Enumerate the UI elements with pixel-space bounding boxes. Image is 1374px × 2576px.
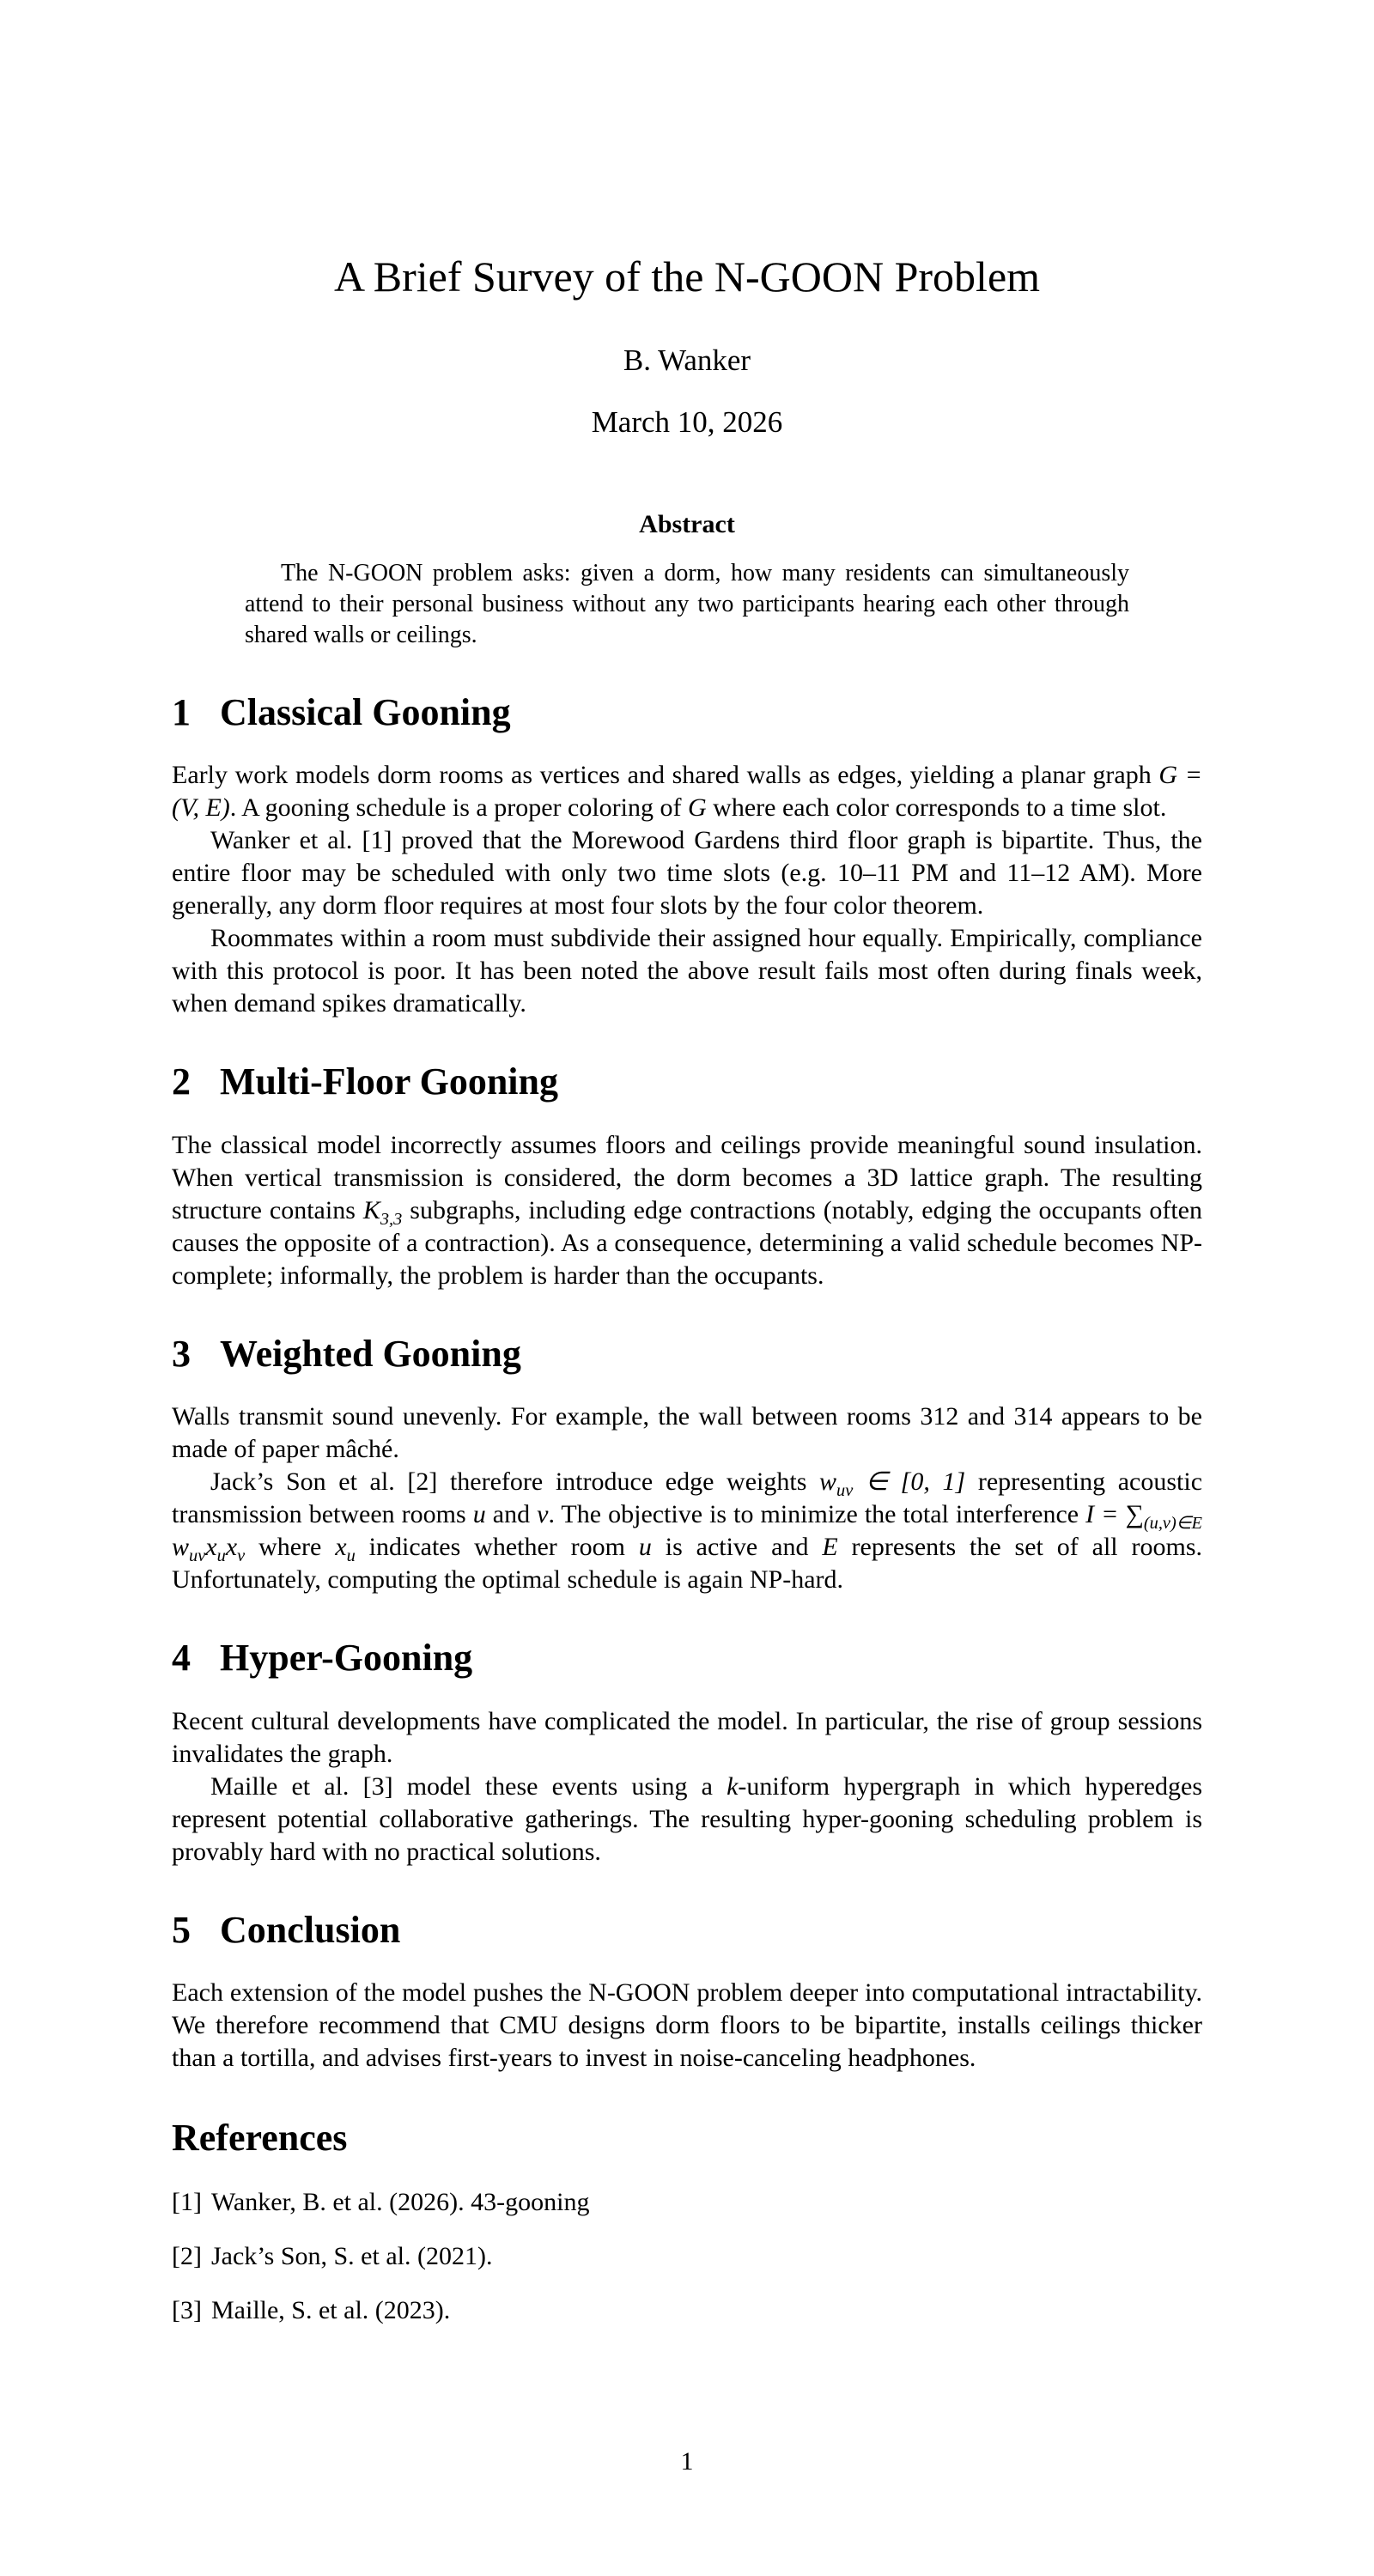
paper-title: A Brief Survey of the N-GOON Problem [333,252,1041,301]
section-title: Multi-Floor Gooning [220,1060,558,1103]
section-heading [172,1061,1202,1103]
paper-author: B. Wanker [623,343,751,377]
paragraph: Jack’s Son et al. [2] therefore introduce edge weights $w_{uv}$ ∈ [0, 1] representing acoustic transmission between rooms u and v. The objective is to minimize the total interference $I = \sum_{(u,v)\in E}$ $w_{uv}x_ux_v$ where $x_u$ indicates whether room u is active and E represents the set of all rooms. Unfortunately, computing the optimal schedule is again NP-hard. [172,1467,1203,1595]
abstract-heading: Abstract [639,510,735,538]
paragraph: Recent cultural developments have complicated the model. In particular, the rise of group sessions invalidates the graph. [172,1706,1202,1768]
reference-item [172,2294,1202,2327]
paper-content [172,0,1202,2327]
references-heading: References [172,2116,348,2159]
sections [172,692,1202,2075]
section-heading [172,1334,1202,1375]
abstract-text: The N-GOON problem asks: given a dorm, how many residents can simultaneously attend to their personal business without any two participants hearing each other through shared walls or ceilings. [245,560,1129,648]
section-number: 2 [172,1060,191,1103]
references-list [172,2186,1202,2327]
reference-label: [2] [172,2242,202,2271]
paragraph: Each extension of the model pushes the N-GOON problem deeper into computational intractability. We therefore recommend that CMU designs dorm floors to be bipartite, installs ceilings thicker than a tortilla, and advises first-years to invest in noise-canceling headphones. [172,1978,1202,2072]
paragraph: Roommates within a room must subdivide their assigned hour equally. Empirically, compliance with this protocol is poor. It has been noted the above result fails most often during finals week, when demand spikes dramatically. [172,924,1202,1018]
reference-text: Jack’s Son, S. et al. (2021). [211,2242,493,2271]
paragraph: Maille et al. [3] model these events using a k-uniform hypergraph in which hyperedges represent potential collaborative gatherings. The resulting hyper-gooning scheduling problem is provably hard with no practical solutions. [172,1771,1202,1866]
section-1 [172,692,1202,1020]
page-number: 1 [680,2447,694,2476]
section-title: Weighted Gooning [220,1332,521,1375]
section-3 [172,1334,1202,1596]
paper-date: March 10, 2026 [591,405,783,439]
references [172,2117,1202,2327]
reference-text: Wanker, B. et al. (2026). 43-gooning [211,2188,590,2217]
section-number: 4 [172,1637,191,1680]
reference-item [172,2186,1202,2219]
section-4 [172,1637,1202,1868]
section-heading [172,692,1202,733]
section-title: Conclusion [220,1908,401,1951]
reference-label: [3] [172,2296,202,2325]
section-title: Hyper-Gooning [220,1637,473,1680]
section-number: 1 [172,691,191,733]
section-number: 3 [172,1332,191,1375]
section-5 [172,1910,1202,2075]
section-heading [172,1637,1202,1679]
reference-item [172,2240,1202,2273]
reference-text: Maille, S. et al. (2023). [211,2296,451,2325]
paragraph: The classical model incorrectly assumes floors and ceilings provide meaningful sound insulation. When vertical transmission is considered, the dorm becomes a 3D lattice graph. The resulting structure contains $K_{3,3}$ subgraphs, including edge contractions (notably, edging the occupants often causes the opposite of a contraction). As a consequence, determining a valid schedule becomes NP-complete; informally, the problem is harder than the occupants. [172,1130,1202,1290]
section-2 [172,1061,1202,1291]
paragraph: Wanker et al. [1] proved that the Morewood Gardens third floor graph is bipartite. Thus, the entire floor may be scheduled with only two time slots (e.g. 10–11 PM and 11–12 AM). More generally, any dorm floor requires at most four slots by the four color theorem. [172,826,1202,920]
section-number: 5 [172,1908,191,1951]
abstract [172,510,1202,651]
reference-label: [1] [172,2188,202,2217]
paragraph: Early work models dorm rooms as vertices and shared walls as edges, yielding a planar graph G = (V, E). A gooning schedule is a proper coloring of G where each color corresponds to a time slot. [172,761,1202,823]
section-title: Classical Gooning [220,691,511,733]
paragraph: Walls transmit sound unevenly. For example, the wall between rooms 312 and 314 appears to be made of paper mâché. [172,1402,1202,1464]
section-heading [172,1910,1202,1951]
